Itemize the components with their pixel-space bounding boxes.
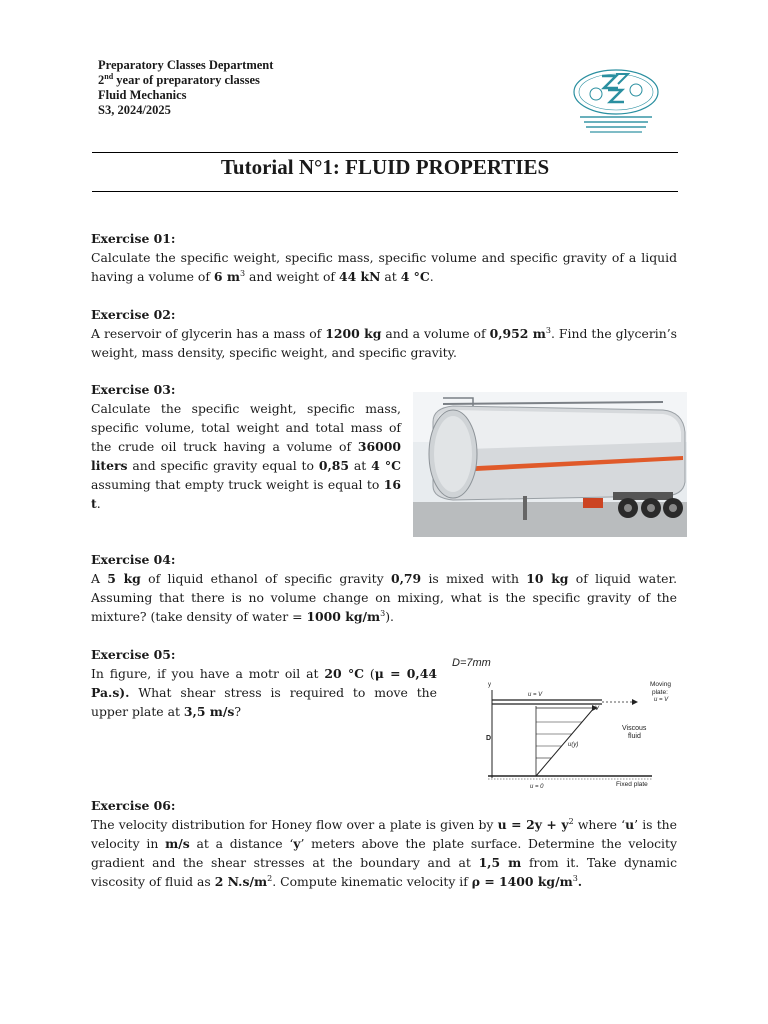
- figure-d-label: D=7mm: [452, 657, 491, 669]
- exercise-01-text: Calculate the specific weight, specific mass, specific volume and specific gravity of a liquid having a volume of 6 $m^3$ and weight of 44 kN at 4 °C.: [91, 250, 677, 284]
- exercise-02-text: A reservoir of glycerin has a mass of 1200 kg and a volume of 0,952 $m^3$. Find the glycerin’s weight, mass density, specific weight, and specific gravity.: [91, 325, 677, 360]
- figure-viscous-label-2: fluid: [628, 733, 641, 740]
- page-title: Tutorial N°1: FLUID PROPERTIES: [220, 155, 550, 179]
- couette-flow-figure: [452, 652, 692, 792]
- exercise-05-text: In figure, if you have a motr oil at 20 °C (μ = 0,44 Pa.s). What shear stress is required to move the upper plate at 3,5 m/s?: [91, 666, 437, 719]
- figure-bottom-velocity-label: u = 0: [530, 784, 544, 790]
- title-top-rule: [92, 152, 678, 153]
- exercise-06-heading: Exercise 06:: [91, 798, 176, 813]
- year-text: year of preparatory classes: [113, 73, 260, 87]
- year-suffix: nd: [104, 71, 114, 81]
- figure-moving-label-1: Moving: [650, 681, 671, 688]
- figure-viscous-label-1: Viscous: [622, 725, 647, 732]
- school-logo: [572, 66, 660, 136]
- exercise-05: [91, 645, 437, 721]
- figure-fixed-plate-label: Fixed plate: [616, 781, 648, 788]
- exercise-06: [91, 796, 677, 891]
- exercise-01-heading: Exercise 01:: [91, 231, 176, 246]
- exercise-05-heading: Exercise 05:: [91, 647, 176, 662]
- exercise-03-text: Calculate the specific weight, specific mass, specific volume, total weight and total mass of the crude oil truck having a volume of 36000 liters and specific gravity equal to 0,85 at 4 °C assuming that empty truck weight is equal to 16 t.: [91, 401, 401, 511]
- tanker-truck-image: [413, 392, 687, 537]
- figure-v-label: V: [595, 706, 600, 712]
- figure-gap-label: D: [486, 735, 492, 742]
- exercise-02-heading: Exercise 02:: [91, 307, 176, 322]
- figure-profile-label: u(y): [568, 742, 579, 748]
- semester-line: S3, 2024/2025: [98, 103, 171, 117]
- exercise-06-text: The velocity distribution for Honey flow over a plate is given by $u = 2y + y^2$ where ‘u’ is the velocity in m/s at a distance ‘y’ meters above the plate surface. Determine the velocity gradient and the shear stresses at the boundary and at 1,5 m from it. Take dynamic viscosity of fluid as 2 $N.s/m^2$. Compute kinematic velocity if ρ = 1400 $kg/m^3$.: [91, 816, 678, 889]
- year-number: 2: [98, 73, 105, 87]
- figure-moving-label-3: u = V: [654, 697, 669, 703]
- exercise-01: [91, 229, 677, 286]
- course-line: Fluid Mechanics: [98, 88, 187, 102]
- year-line: [98, 73, 273, 88]
- exercise-02: [91, 305, 677, 362]
- figure-y-axis-label: y: [488, 682, 491, 688]
- figure-moving-label-2: plate:: [652, 689, 668, 696]
- exercise-03: [91, 380, 401, 513]
- exercise-04: [91, 550, 677, 626]
- exercise-03-heading: Exercise 03:: [91, 382, 176, 397]
- exercise-04-heading: Exercise 04:: [91, 552, 176, 567]
- department-line: Preparatory Classes Department: [98, 58, 274, 72]
- figure-top-velocity-label: u = V: [528, 692, 543, 698]
- exercise-04-text: A 5 kg of liquid ethanol of specific gravity 0,79 is mixed with 10 kg of liquid water. Assuming that there is no volume change on mixing, what is the specific gravity of the mixture? (take density of water = 1000 $kg/m^3$).: [91, 571, 678, 624]
- document-header: [98, 58, 273, 118]
- title-bottom-rule: [92, 191, 678, 192]
